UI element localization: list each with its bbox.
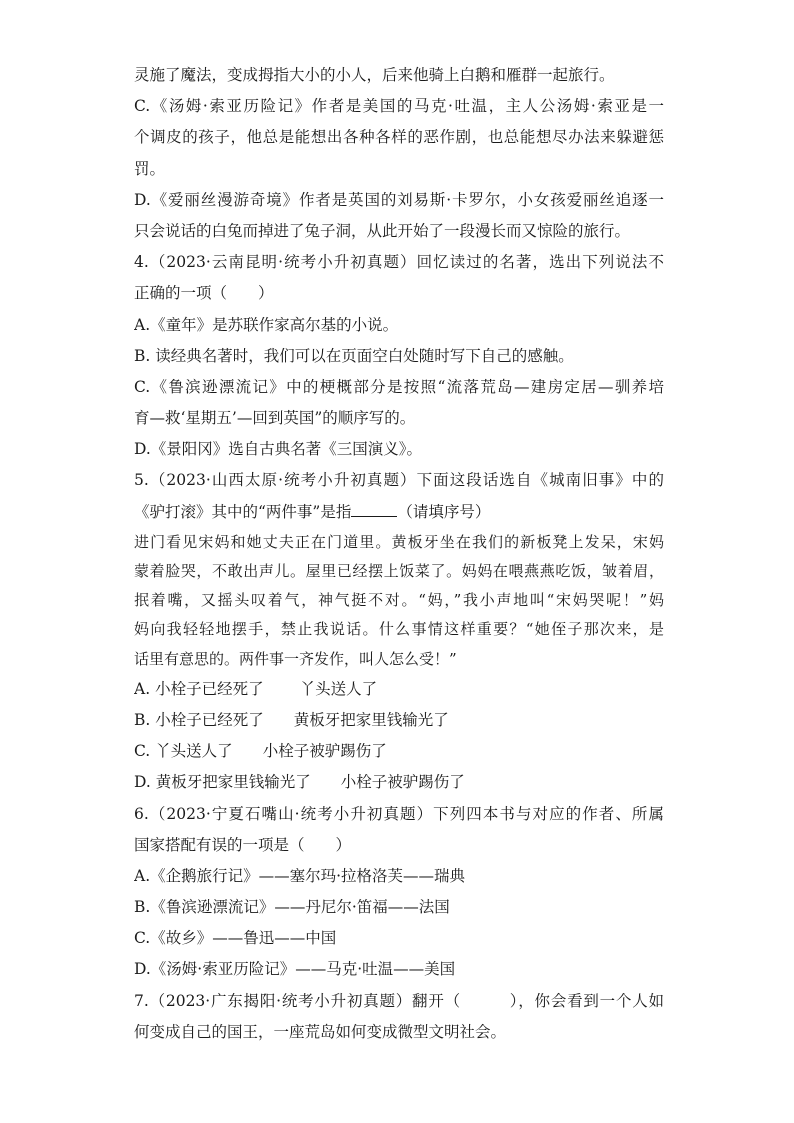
q5-option-b xyxy=(134,705,664,736)
passage-line: 抿着嘴，又摇头叹着气，神气挺不对。“妈，”我小声地叫“宋妈哭呢！”妈 xyxy=(134,591,664,610)
q4-option-c-cont: 育—救‘星期五’—回到英国”的顺序写的。 xyxy=(134,409,416,428)
q4-option-a: A.《童年》是苏联作家高尔基的小说。 xyxy=(134,315,399,334)
q6-option-a: A.《企鹅旅行记》——塞尔玛·拉格洛芙——瑞典 xyxy=(134,866,466,885)
q3-text-line: 灵施了魔法，变成拇指大小的小人，后来他骑上白鹅和雁群一起旅行。 xyxy=(134,66,615,84)
q6-option-b: B.《鲁滨逊漂流记》——丹尼尔·笛福——法国 xyxy=(134,898,450,917)
q6-option-c: C.《故乡》——鲁迅——中国 xyxy=(134,929,337,948)
q5-stem: 5.（2023·山西太原·统考小升初真题）下面这段话选自《城南旧事》中的 xyxy=(134,471,664,490)
answer-blank xyxy=(351,500,397,517)
q5-option-a xyxy=(134,674,664,705)
question-content xyxy=(134,60,664,1048)
q6-stem: 6.（2023·宁夏石嘴山·统考小升初真题）下列四本书与对应的作者、所属 xyxy=(134,804,664,823)
q3-option-c-cont: 个调皮的孩子，他总是能想出各种各样的恶作剧，也总能想尽办法来躲避惩 xyxy=(134,128,664,147)
q7-stem-cont: 何变成自己的国王，一座荒岛如何变成微型文明社会。 xyxy=(134,1022,507,1041)
q6-stem-cont: 国家搭配有误的一项是（ ） xyxy=(134,835,352,854)
q3-option-d: D.《爱丽丝漫游奇境》作者是英国的刘易斯·卡罗尔，小女孩爱丽丝追逐一 xyxy=(134,190,664,209)
passage-line: 妈向我轻轻地摆手，禁止我说话。什么事情这样重要？“她侄子那次来，是 xyxy=(134,620,664,639)
q4-stem: 4.（2023·云南昆明·统考小升初真题）回忆读过的名著，选出下列说法不 xyxy=(134,253,664,272)
q6-option-d: D.《汤姆·索亚历险记》——马克·吐温——美国 xyxy=(134,960,456,979)
option-part-1: 黄板牙把家里钱输光了 xyxy=(155,773,311,792)
q5-passage xyxy=(134,528,664,674)
q7-stem: 7.（2023·广东揭阳·统考小升初真题）翻开（ ），你会看到一个人如 xyxy=(134,991,664,1010)
q5-option-d xyxy=(134,767,664,798)
option-part-2: 丫头送人了 xyxy=(299,679,378,698)
q5-option-c xyxy=(134,736,664,767)
option-part-1: 小栓子已经死了 xyxy=(155,679,264,698)
q3-option-c: C.《汤姆·索亚历险记》作者是美国的马克·吐温，主人公汤姆·索亚是一 xyxy=(134,97,664,116)
q4-option-b: B. 读经典名著时，我们可以在页面空白处随时写下自己的感触。 xyxy=(134,346,574,365)
q4-option-c: C.《鲁滨逊漂流记》中的梗概部分是按照“流落荒岛—建房定居—驯养培 xyxy=(134,377,664,396)
option-part-2: 小栓子被驴踢伤了 xyxy=(340,773,465,792)
option-letter: B. xyxy=(134,710,156,729)
passage-line: 话里有意思的。两件事一齐发作，叫人怎么受！” xyxy=(134,649,457,668)
option-part-1: 丫头送人了 xyxy=(155,742,233,761)
option-letter: A. xyxy=(134,679,156,698)
option-letter: D. xyxy=(134,773,156,792)
q5-stem-text: 《驴打滚》其中的“两件事”是指 xyxy=(134,502,352,521)
q4-stem-cont: 正确的一项（ ） xyxy=(134,284,274,303)
q4-option-d: D.《景阳冈》选自古典名著《三国演义》。 xyxy=(134,440,423,459)
option-part-1: 小栓子已经死了 xyxy=(155,710,264,729)
option-part-2: 小栓子被驴踢伤了 xyxy=(262,742,387,761)
option-part-2: 黄板牙把家里钱输光了 xyxy=(293,710,449,729)
q3-option-d-cont: 只会说话的白兔而掉进了兔子洞，从此开始了一段漫长而又惊险的旅行。 xyxy=(134,221,631,240)
option-letter: C. xyxy=(134,742,156,761)
q5-stem-cont xyxy=(134,497,664,528)
passage-line: 进门看见宋妈和她丈夫正在门道里。黄板牙坐在我们的新板凳上发呆，宋妈 xyxy=(134,532,664,551)
q3-option-c-cont: 罚。 xyxy=(134,159,166,178)
q5-stem-hint: （请填序号） xyxy=(397,502,491,521)
passage-line: 蒙着脸哭，不敢出声儿。屋里已经摆上饭菜了。妈妈在喂燕燕吃饭，皱着眉， xyxy=(134,562,664,580)
